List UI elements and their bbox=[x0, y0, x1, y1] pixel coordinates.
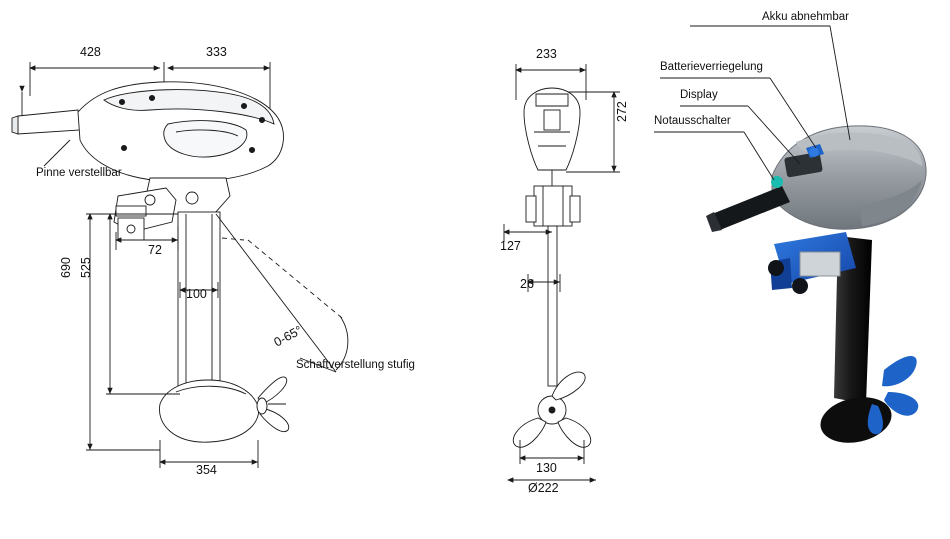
dim-333: 333 bbox=[206, 45, 227, 59]
dim-233: 233 bbox=[536, 47, 557, 61]
dim-272: 272 bbox=[615, 101, 629, 122]
dim-26: 26 bbox=[520, 277, 534, 291]
annotation-display: Display bbox=[680, 89, 718, 101]
dim-angle: 0-65° bbox=[271, 323, 305, 350]
front-view-group bbox=[504, 64, 620, 480]
dim-525: 525 bbox=[79, 257, 93, 278]
annotation-tiller: Pinne verstellbar bbox=[36, 167, 122, 179]
annotation-battery-removable: Akku abnehmbar bbox=[762, 11, 849, 23]
dim-690: 690 bbox=[59, 257, 73, 278]
dim-428: 428 bbox=[80, 45, 101, 59]
dim-127: 127 bbox=[500, 239, 521, 253]
dim-354: 354 bbox=[196, 463, 217, 477]
dim-72: 72 bbox=[148, 243, 162, 257]
dim-130: 130 bbox=[536, 461, 557, 475]
annotation-shaft: Schaftverstellung stufig bbox=[296, 359, 415, 371]
annotation-emergency-switch: Notausschalter bbox=[654, 115, 731, 127]
dim-100: 100 bbox=[186, 287, 207, 301]
annotation-battery-lock: Batterieverriegelung bbox=[660, 61, 763, 73]
dim-diameter: Ø222 bbox=[528, 481, 559, 495]
